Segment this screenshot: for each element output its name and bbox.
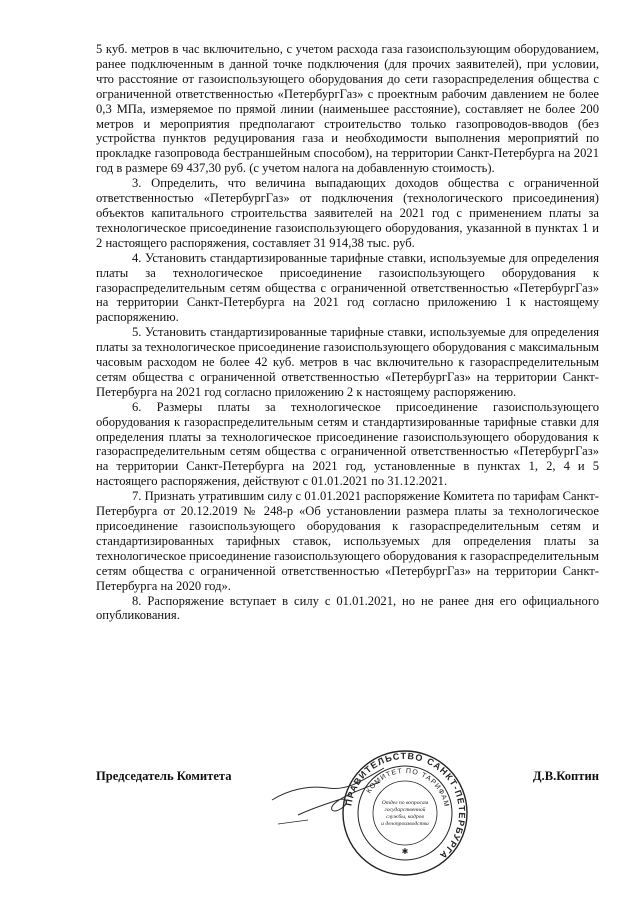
stamp-star-icon: ✱ xyxy=(401,847,409,856)
paragraph-8: 8. Распоряжение вступает в силу с 01.01.2021, но не ранее дня его официального опубликования. xyxy=(96,593,599,623)
paragraph-continuation: 5 куб. метров в час включительно, с учетом расхода газа газоиспользующим оборудованием, ранее подключенным в данной точке подключения (для прочих заявителей), при условии, что расстояние от газоиспользующего оборудования до сети газораспределения общества с ограниченной ответственностью «ПетербургГаз» с проектным рабочим давлением не более 0,3 МПа, измеряемое по прямой линии (наименьшее расстояние), составляет не более 200 метров и мероприятия предполагают строительство только газопроводов-вводов (без устройства пунктов редуцирования газа и необходимости выполнения мероприятий по прокладке газопровода бестраншейным способом), на территории Санкт-Петербурга на 2021 год в размере 69 437,30 руб. (с учетом налога на добавленную стоимость). xyxy=(96,42,599,176)
signatory-name: Д.В.Коптин xyxy=(532,769,599,783)
stamp-center-line-2: государственной xyxy=(384,807,426,813)
stamp-inner-text: КОМИТЕТ ПО ТАРИФАМ xyxy=(365,767,450,809)
paragraph-4: 4. Установить стандартизированные тарифные ставки, используемые для определения платы за технологическое присоединение газоиспользующего оборудования к газораспределительным сетям общества с ограниченной ответственностью «ПетербургГаз» на территории Санкт-Петербурга на 2021 год согласно приложению 1 к настоящему распоряжению. xyxy=(96,250,599,325)
document-body xyxy=(96,42,599,623)
paragraph-5: 5. Установить стандартизированные тарифные ставки, используемые для определения платы за технологическое присоединение газоиспользующего оборудования с максимальным часовым расходом не более 42 куб. метров в час включительно к газораспределительным сетям общества с ограниченной ответственностью «ПетербургГаз» на территории Санкт-Петербурга на 2021 год согласно приложению 2 к настоящему распоряжению. xyxy=(96,325,599,399)
paragraph-3: 3. Определить, что величина выпадающих доходов общества с ограниченной ответственностью «ПетербургГаз» от подключения (технологического присоединения) объектов капитального строительства заявителей на 2021 год с применением платы за технологическое присоединение газоиспользующего оборудования, указанной в пунктах 1 и 2 настоящего распоряжения, составляет 31 914,38 тыс. руб. xyxy=(96,176,599,250)
stamp-center-line-3: службы, кадров xyxy=(386,814,424,820)
stamp-outer-text: ПРАВИТЕЛЬСТВО САНКТ-ПЕТЕРБУРГА xyxy=(343,750,468,862)
paragraph-6: 6. Размеры платы за технологическое присоединение газоиспользующего оборудования к газораспределительным сетям и стандартизированные тарифные ставки для определения платы за технологическое присоединение газоиспользующего оборудования к газораспределительным сетям общества с ограниченной ответственностью «ПетербургГаз» на территории Санкт-Петербурга на 2021 год, установленные в пунктах 1, 2, 4 и 5 настоящего распоряжения, действуют с 01.01.2021 по 31.12.2021. xyxy=(96,399,599,489)
paragraph-7: 7. Признать утратившим силу с 01.01.2021 распоряжение Комитета по тарифам Санкт-Петербурга от 20.12.2019 № 248-р «Об установлении размера платы за технологическое присоединение газоиспользующего оборудования к газораспределительным сетям и стандартизированных тарифных ставок, используемых для определения платы за технологическое присоединение газоиспользующего оборудования к газораспределительным сетям общества с ограниченной ответственностью «ПетербургГаз» на территории Санкт-Петербурга на 2020 год». xyxy=(96,489,599,593)
official-stamp xyxy=(340,748,470,878)
signatory-title: Председатель Комитета xyxy=(96,769,232,783)
stamp-center-line-1: Отдел по вопросам xyxy=(381,800,429,806)
stamp-center-line-4: и делопроизводства xyxy=(381,821,429,827)
